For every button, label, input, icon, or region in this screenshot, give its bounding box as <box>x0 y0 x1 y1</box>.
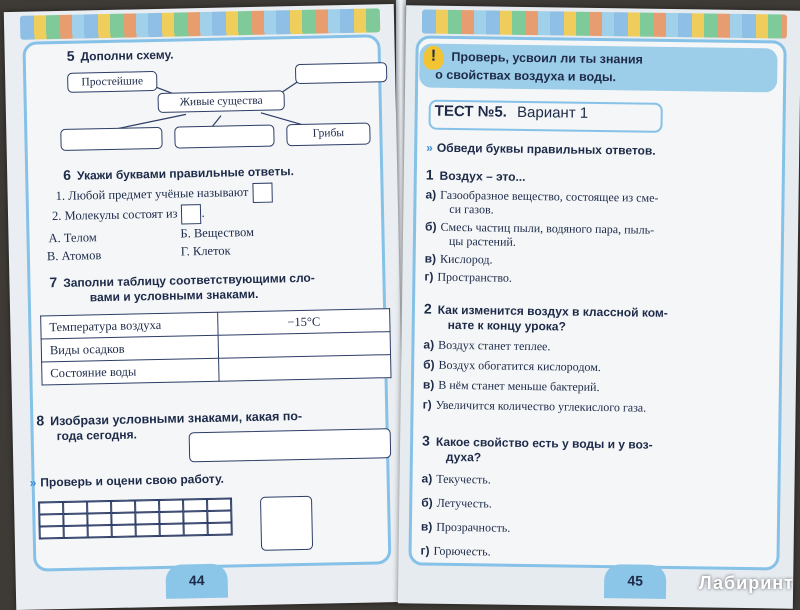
scheme-box-mushrooms: Грибы <box>286 123 370 147</box>
double-arrow-icon: » <box>426 140 433 155</box>
q2-answer-v[interactable]: в) В нём станет меньше бактерий. <box>422 377 600 395</box>
table-cell-value[interactable]: −15°C <box>218 309 390 336</box>
task6-heading: 6 Укажи буквами правильные ответы. <box>63 164 295 183</box>
page-45 <box>398 5 800 608</box>
scheme-box-living-beings: Живые существа <box>158 90 285 113</box>
question-3: 3 Какое свойство есть у воды и у воз- <box>422 432 653 452</box>
decorative-border <box>422 9 787 38</box>
q1-answer-v[interactable]: в) Кислород. <box>424 251 493 267</box>
task6-q1: 1. Любой предмет учёные называют <box>55 183 272 208</box>
option-g: Г. Клеток <box>180 243 231 259</box>
double-arrow-icon: » <box>29 475 37 490</box>
q1-answer-a-line2: си газов. <box>449 201 494 217</box>
scheme-box-simplest: Простейшие <box>67 71 157 93</box>
option-v: В. Атомов <box>46 248 102 264</box>
q1-answer-a[interactable]: а) Газообразное вещество, состоящее из сме- <box>425 187 659 205</box>
page-number-45: 45 <box>604 564 666 599</box>
self-check-grid[interactable] <box>38 497 233 539</box>
q1-answer-g[interactable]: г) Пространство. <box>424 269 513 285</box>
answer-square-2[interactable] <box>181 204 201 224</box>
task6-q2: 2. Молекулы состоят из . <box>51 205 205 224</box>
q2-answer-a[interactable]: а) Воздух станет теплее. <box>423 337 551 354</box>
task5-heading: 5 Дополни схему. <box>66 47 174 64</box>
option-b: Б. Веществом <box>180 224 255 241</box>
q1-answer-b[interactable]: б) Смесь частиц пыли, водяного пара, пыль- <box>425 219 655 237</box>
q3-answer-a[interactable]: а) Текучесть. <box>421 471 491 487</box>
task8-heading: 8 Изобрази условными знаками, какая по- <box>36 408 303 429</box>
table-cell-label: Температура воздуха <box>41 312 218 339</box>
question-2: 2 Как изменится воздух в классной ком- <box>423 300 668 320</box>
q3-answer-b[interactable]: б) Летучесть. <box>421 495 492 511</box>
scheme-box-empty-top-right[interactable] <box>295 62 387 84</box>
table-cell-value[interactable] <box>219 355 391 382</box>
task8-heading-line2: года сегодня. <box>56 427 138 444</box>
scheme-box-empty-1[interactable] <box>60 127 162 151</box>
instruction: » Обведи буквы правильных ответов. <box>426 140 656 158</box>
scheme-box-empty-2[interactable] <box>174 125 274 149</box>
question-3-line2: духа? <box>445 449 482 465</box>
q3-answer-v[interactable]: в) Прозрачность. <box>420 519 511 535</box>
test-title: ТЕСТ №5. Вариант 1 <box>434 102 589 122</box>
q1-answer-b-line2: цы растений. <box>448 233 516 249</box>
self-check-heading: » Проверь и оцени свою работу. <box>29 471 225 490</box>
q3-answer-g[interactable]: г) Горючесть. <box>420 543 491 559</box>
page-44 <box>4 4 406 610</box>
header-line2: о свойствах воздуха и воды. <box>435 67 617 85</box>
weather-drawing-box[interactable] <box>189 428 392 462</box>
answer-square-1[interactable] <box>252 183 272 203</box>
weather-table <box>40 308 391 385</box>
variant-label: Вариант 1 <box>516 103 589 122</box>
header-line1: Проверь, усвоил ли ты знания <box>451 49 644 67</box>
table-cell-label: Состояние воды <box>42 358 219 385</box>
watermark-logo: Лабиринт <box>698 573 794 593</box>
question-1: 1 Воздух – это... <box>425 166 526 184</box>
q2-answer-b[interactable]: б) Воздух обогатится кислородом. <box>423 357 601 375</box>
grade-box[interactable] <box>260 496 313 551</box>
option-a: А. Телом <box>48 230 97 246</box>
exclamation-icon: ! <box>423 46 443 70</box>
q2-answer-g[interactable]: г) Увеличится количество углекислого газа. <box>422 397 647 415</box>
question-2-line2: нате к концу урока? <box>447 317 566 334</box>
task7-heading-line2: вами и условными знаками. <box>89 286 259 305</box>
page-number-44: 44 <box>165 564 228 599</box>
table-cell-label: Виды осадков <box>41 335 218 362</box>
task7-heading: 7 Заполни таблицу соответствующими сло- <box>49 270 315 291</box>
